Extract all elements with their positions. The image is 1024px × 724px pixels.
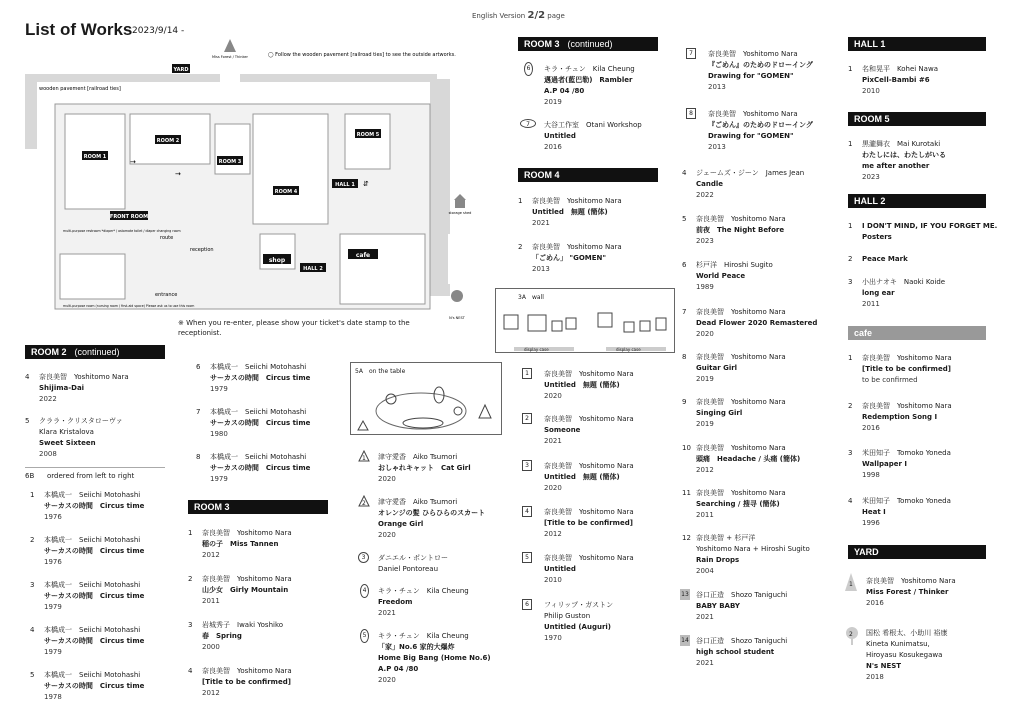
list-item: 12 奈良美智 + 杉戸洋 Yoshitomo Nara + Hiroshi Sugito Rain Drops 2004	[682, 534, 810, 575]
arrow-icon: →	[130, 158, 136, 166]
map-room1: ROOM 1	[83, 154, 107, 160]
list-item: 4 奈良美智 Yoshitomo Nara Shijima-Dai 2022	[25, 373, 129, 403]
square-marker-icon: 8	[686, 108, 696, 119]
nest-icon	[451, 290, 463, 302]
version-label: English Version 2/2 page	[472, 10, 565, 21]
oval-marker-icon: 4	[360, 584, 369, 598]
list-item: 1 奈良美智 Yoshitomo Nara 稲の子 Miss Tannen 2012	[188, 529, 292, 559]
list-item: 2 奈良美智 Yoshitomo Nara Someone 2021	[524, 414, 634, 447]
room5-area	[345, 114, 390, 169]
square-marker-icon: 2	[522, 413, 532, 424]
list-item: 1 奈良美智 Yoshitomo Nara Untitled 無題 (簡体) 2020	[524, 369, 634, 402]
list-item: 6 本橋成一 Seiichi Motohashi サーカスの時間 Circus time 1979	[196, 363, 311, 393]
room4-area	[253, 114, 328, 224]
pavement-down-left	[25, 74, 37, 149]
list-item: 14 谷口正造 Shozo Taniguchi high school student 2021	[681, 637, 788, 667]
room3-area	[215, 124, 250, 174]
room4-header: ROOM 4	[518, 168, 658, 182]
circle-marker-icon: 3	[358, 552, 369, 563]
list-item: 6 杉戸洋 Hiroshi Sugito World Peace 1989	[682, 261, 773, 291]
room3-header: ROOM 3	[188, 500, 328, 514]
table-shape	[351, 363, 501, 434]
list-item: 1 奈良美智 Yoshitomo Nara Untitled 無題 (簡体) 2021	[518, 197, 622, 227]
page-title: List of Works	[25, 20, 133, 39]
list-item: 5 キラ・チュン Kila Cheung 「家」No.6 家的大爆炸 Home Big Bang (Home No.6) A.P 04 /80 2020	[360, 631, 491, 686]
list-item: 4 米田知子 Tomoko Yoneda Heat I 1996	[848, 497, 951, 527]
map-route: route	[160, 235, 174, 241]
list-item: 13 谷口正造 Shozo Taniguchi BABY BABY 2021	[681, 591, 788, 621]
list-item: 7 奈良美智 Yoshitomo Nara Dead Flower 2020 Remastered 2020	[682, 308, 818, 338]
map-room5: ROOM 5	[356, 132, 380, 138]
display-case-label: display case	[616, 347, 641, 352]
grey-square-marker-icon: 14	[681, 637, 689, 644]
list-item: 7 大谷工作室 Otani Workshop Untitled 2016	[522, 120, 642, 153]
list-item: 7 本橋成一 Seiichi Motohashi サーカスの時間 Circus time 1980	[196, 408, 311, 438]
map-outside-note: ◯ Follow the wooden pavement [railroad ties] to see the outside artworks.	[268, 52, 456, 58]
cafe-header: cafe	[848, 326, 986, 340]
list-item: 2 津守愛香 Aiko Tsumori オレンジの髪 ひらひらのスカート Orange Girl 2020	[360, 497, 485, 541]
list-item: 2 Peace Mark	[848, 255, 908, 263]
divider	[25, 467, 165, 468]
square-marker-icon: 6	[522, 599, 532, 610]
wall-3a-diagram: 3A wall display case display case	[495, 288, 675, 353]
cafe-area	[340, 234, 425, 304]
square-marker-icon: 3	[522, 460, 532, 471]
list-item: 5 奈良美智 Yoshitomo Nara Untitled 2010	[524, 553, 634, 586]
map-reception: reception	[190, 247, 214, 253]
list-item: 8 本橋成一 Seiichi Motohashi サーカスの時間 Circus time 1979	[196, 453, 311, 483]
list-item: 4 奈良美智 Yoshitomo Nara [Title to be confirmed] 2012	[188, 667, 292, 697]
map-front-room: FRONT ROOM	[109, 214, 149, 220]
list-item: 4 本橋成一 Seiichi Motohashi サーカスの時間 Circus time 1979	[30, 626, 145, 656]
list-item: 4 ジェームズ・ジーン James Jean Candle 2022	[682, 169, 805, 199]
hall2-header: HALL 2	[848, 194, 986, 208]
list-item: 2 奈良美智 Yoshitomo Nara Redemption Song I 2016	[848, 402, 952, 432]
map-cafe: cafe	[355, 252, 371, 259]
list-item: 3 奈良美智 Yoshitomo Nara Untitled 無題 (簡体) 2020	[524, 461, 634, 494]
yard-header: YARD	[848, 545, 986, 559]
list-item: 1 津守愛香 Aiko Tsumori おしゃれキャット Cat Girl 2020	[360, 452, 471, 485]
list-item: 5 クララ・クリスタローヴァ Klara Kristalova Sweet Sixteen 2008	[25, 417, 123, 458]
forest-icon	[224, 39, 236, 52]
map-storage: storage shed	[448, 211, 472, 215]
floor-map	[25, 34, 495, 334]
square-marker-icon: 5	[522, 552, 532, 563]
square-marker-icon: 4	[522, 506, 532, 517]
list-item: 1 名和晃平 Kohei Nawa PixCell-Bambi #6 2010	[848, 65, 938, 95]
storage-icon	[454, 194, 466, 200]
map-yard: YARD	[173, 67, 189, 73]
arrow-icon: →	[175, 170, 181, 178]
map-room4: ROOM 4	[274, 189, 298, 195]
map-pavement-label: wooden pavement [railroad ties]	[39, 86, 121, 92]
page-date: 2023/9/14 -	[132, 26, 185, 36]
list-item: 6 フィリップ・ガストン Philip Guston Untitled (Auguri) 1970	[524, 600, 613, 644]
list-item: 2 奈良美智 Yoshitomo Nara 「ごめん」 "GOMEN" 2013	[518, 243, 622, 273]
room5-header: ROOM 5	[848, 112, 986, 126]
list-item: 3 ダニエル・ポントロー Daniel Pontoreau	[360, 553, 448, 575]
restroom-area	[60, 254, 125, 299]
list-item: 3 小出ナオキ Naoki Koide long ear 2011	[848, 278, 946, 308]
map-nest: N's NEST	[449, 316, 465, 320]
grey-square-marker-icon: 13	[681, 591, 689, 598]
oval-marker-icon: 6	[524, 62, 533, 76]
list-item: 2 国松 希根太、小助川 裕康 Kineta Kunimatsu, Hiroyasu Kosukegawa N's NEST 2018	[848, 628, 947, 683]
map-mp-top: multi-purpose restroom *diaper* / ostomate toilet / diaper changing room	[63, 229, 181, 233]
map-hall2: HALL 2	[303, 266, 323, 272]
list-item: 2 本橋成一 Seiichi Motohashi サーカスの時間 Circus time 1976	[30, 536, 145, 566]
map-shop: shop	[268, 257, 286, 264]
list-item: 8 奈良美智 Yoshitomo Nara Guitar Girl 2019	[682, 353, 786, 383]
oval-marker-icon: 5	[360, 629, 369, 643]
map-entrance: entrance	[155, 292, 178, 298]
map-room2: ROOM 2	[156, 138, 180, 144]
room3-continued-header: ROOM 3 (continued)	[518, 37, 658, 51]
list-item: 5 本橋成一 Seiichi Motohashi サーカスの時間 Circus time 1978	[30, 671, 145, 701]
square-marker-icon: 7	[686, 48, 696, 59]
list-item: 3 米田知子 Tomoko Yoneda Wallpaper I 1998	[848, 449, 951, 479]
list-item: 3 岩城秀子 Iwaki Yoshiko 春 Spring 2000	[188, 621, 284, 651]
list-item: 3 本橋成一 Seiichi Motohashi サーカスの時間 Circus time 1979	[30, 581, 145, 611]
list-item: 1 黒瀧舞衣 Mai Kurotaki わたしには、わたしがいる me after another 2023	[848, 140, 946, 181]
list-item: 1 奈良美智 Yoshitomo Nara [Title to be confirmed] to be confirmed	[848, 354, 952, 384]
wall-shape	[496, 289, 674, 352]
list-item: 10 奈良美智 Yoshitomo Nara 頭痛 Headache / 头痛 (簡体) 2012	[682, 444, 801, 474]
list-item: 4 奈良美智 Yoshitomo Nara [Title to be confirmed] 2012	[524, 507, 634, 540]
hall1-header: HALL 1	[848, 37, 986, 51]
room2-header: ROOM 2 (continued)	[25, 345, 165, 359]
list-item: 1 奈良美智 Yoshitomo Nara Miss Forest / Thinker 2016	[848, 576, 956, 609]
map-hall1: HALL 1	[335, 182, 355, 188]
list-item: 7 奈良美智 Yoshitomo Nara 『ごめん』のためのドローイング Drawing for "GOMEN" 2013	[688, 49, 813, 93]
display-case-label: display case	[524, 347, 549, 352]
sixb-label: 6B ordered from left to right	[25, 472, 135, 480]
list-item: 6 キラ・チュン Kila Cheung 邁過者(藍巴勒) Rambler A.P 04 /80 2019	[524, 64, 635, 108]
map-room3: ROOM 3	[218, 159, 242, 165]
list-item: 11 奈良美智 Yoshitomo Nara Searching / 搜寻 (簡体) 2011	[682, 489, 786, 519]
ellipse-marker-icon: 7	[520, 119, 536, 128]
list-item: 4 キラ・チュン Kila Cheung Freedom 2021	[360, 586, 469, 619]
list-item: 2 奈良美智 Yoshitomo Nara 山少女 Girly Mountain 2011	[188, 575, 292, 605]
map-mp-bottom: multi-purpose room (nursing room / first-aid space) Please ask us to use this room	[63, 304, 195, 308]
arrow-icon: ⇵	[363, 180, 369, 188]
list-item: 9 奈良美智 Yoshitomo Nara Singing Girl 2019	[682, 398, 786, 428]
reenter-note: ※ When you re-enter, please show your ticket's date stamp to the receptionist.	[178, 319, 410, 337]
map-forest-label: Miss Forest / Thinker	[212, 55, 248, 59]
square-marker-icon: 1	[522, 368, 532, 379]
list-item: 1 本橋成一 Seiichi Motohashi サーカスの時間 Circus time 1976	[30, 491, 145, 521]
list-item: 8 奈良美智 Yoshitomo Nara 『ごめん』のためのドローイング Drawing for "GOMEN" 2013	[688, 109, 813, 153]
list-item: 1 I DON'T MIND, IF YOU FORGET ME. Posters	[848, 222, 998, 241]
list-item: 5 奈良美智 Yoshitomo Nara 前夜 The Night Before 2023	[682, 215, 786, 245]
room1-area	[65, 114, 125, 209]
table-5a-diagram: 5A on the table	[350, 362, 502, 435]
